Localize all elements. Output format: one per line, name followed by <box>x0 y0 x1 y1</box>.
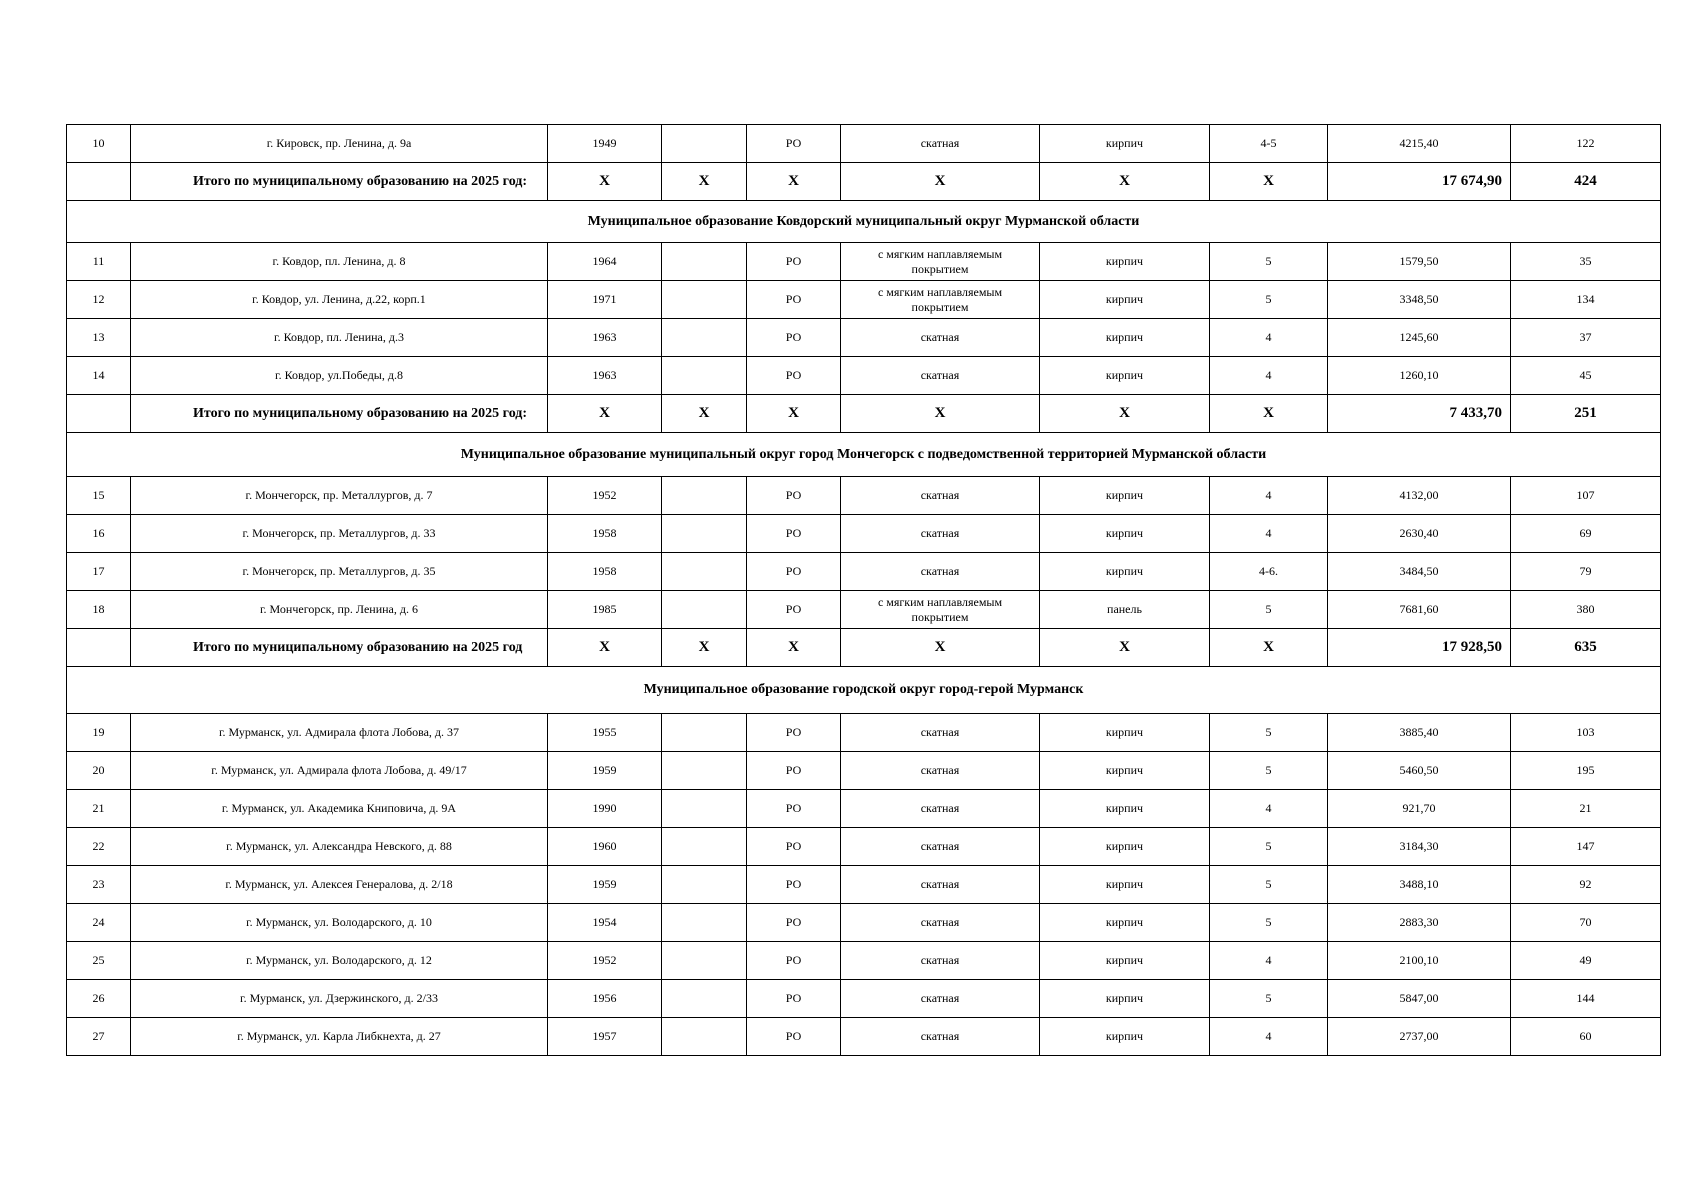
row-number: 14 <box>67 357 131 395</box>
roof-line: скатная <box>920 763 960 777</box>
row-number: 18 <box>67 591 131 629</box>
row-form: РО <box>747 904 841 942</box>
row-roof <box>841 357 1040 395</box>
row-area: 3484,50 <box>1328 553 1511 591</box>
row-area: 3488,10 <box>1328 866 1511 904</box>
row-roof <box>841 752 1040 790</box>
row-apartments: 122 <box>1511 125 1661 163</box>
housing-table <box>66 124 1661 1056</box>
row-year: 1956 <box>548 980 662 1018</box>
row-wall: кирпич <box>1040 281 1210 319</box>
row-floors: 5 <box>1210 281 1328 319</box>
row-floors: 4 <box>1210 477 1328 515</box>
row-number: 10 <box>67 125 131 163</box>
row-col4 <box>662 357 747 395</box>
row-address: г. Мурманск, ул. Адмирала флота Лобова, д. 37 <box>131 714 548 752</box>
row-col4 <box>662 553 747 591</box>
row-form: РО <box>747 281 841 319</box>
row-roof <box>841 904 1040 942</box>
row-address: г. Мончегорск, пр. Металлургов, д. 7 <box>131 477 548 515</box>
row-wall: кирпич <box>1040 1018 1210 1056</box>
row-floors: 5 <box>1210 714 1328 752</box>
total-num-cell <box>67 163 131 201</box>
row-wall: кирпич <box>1040 243 1210 281</box>
row-number: 20 <box>67 752 131 790</box>
row-form: РО <box>747 828 841 866</box>
roof-line: покрытием <box>911 261 969 276</box>
total-area: 17 928,50 <box>1328 629 1511 667</box>
table-row <box>67 904 1661 942</box>
row-floors: 5 <box>1210 752 1328 790</box>
row-number: 26 <box>67 980 131 1018</box>
row-roof <box>841 866 1040 904</box>
row-number: 17 <box>67 553 131 591</box>
row-address: г. Мурманск, ул. Адмирала флота Лобова, д. 49/17 <box>131 752 548 790</box>
row-form: РО <box>747 125 841 163</box>
table-row <box>67 1018 1661 1056</box>
row-form: РО <box>747 752 841 790</box>
row-area: 1245,60 <box>1328 319 1511 357</box>
row-address: г. Мурманск, ул. Алексея Генералова, д. 2/18 <box>131 866 548 904</box>
row-area: 4215,40 <box>1328 125 1511 163</box>
roof-line: скатная <box>920 801 960 815</box>
total-x: X <box>1210 629 1328 667</box>
section-title: Муниципальное образование Ковдорский муниципальный округ Мурманской области <box>67 201 1661 243</box>
total-x: X <box>662 395 747 433</box>
row-col4 <box>662 714 747 752</box>
total-x: X <box>548 629 662 667</box>
row-apartments: 49 <box>1511 942 1661 980</box>
row-area: 1260,10 <box>1328 357 1511 395</box>
row-year: 1985 <box>548 591 662 629</box>
table-row <box>67 125 1661 163</box>
row-apartments: 380 <box>1511 591 1661 629</box>
total-num-cell <box>67 629 131 667</box>
total-apartments: 251 <box>1511 395 1661 433</box>
roof-line: скатная <box>920 1029 960 1043</box>
row-year: 1958 <box>548 553 662 591</box>
row-year: 1990 <box>548 790 662 828</box>
row-address: г. Мончегорск, пр. Металлургов, д. 35 <box>131 553 548 591</box>
row-floors: 4 <box>1210 357 1328 395</box>
row-address: г. Мончегорск, пр. Металлургов, д. 33 <box>131 515 548 553</box>
row-floors: 4 <box>1210 790 1328 828</box>
total-x: X <box>747 395 841 433</box>
roof-line: с мягким наплавляемым <box>877 246 1003 261</box>
row-number: 25 <box>67 942 131 980</box>
row-apartments: 69 <box>1511 515 1661 553</box>
total-x: X <box>747 629 841 667</box>
row-wall: кирпич <box>1040 904 1210 942</box>
row-wall: кирпич <box>1040 980 1210 1018</box>
table-row <box>67 515 1661 553</box>
roof-line: скатная <box>920 725 960 739</box>
row-wall: кирпич <box>1040 942 1210 980</box>
row-number: 12 <box>67 281 131 319</box>
row-form: РО <box>747 553 841 591</box>
section-row <box>67 433 1661 477</box>
row-roof <box>841 714 1040 752</box>
row-col4 <box>662 515 747 553</box>
row-year: 1958 <box>548 515 662 553</box>
table-row <box>67 243 1661 281</box>
row-roof <box>841 1018 1040 1056</box>
row-form: РО <box>747 790 841 828</box>
row-number: 23 <box>67 866 131 904</box>
roof-line: скатная <box>920 915 960 929</box>
row-form: РО <box>747 243 841 281</box>
roof-line: скатная <box>920 953 960 967</box>
section-title: Муниципальное образование городской округ город-герой Мурманск <box>67 667 1661 714</box>
row-col4 <box>662 942 747 980</box>
row-roof <box>841 591 1040 629</box>
row-form: РО <box>747 1018 841 1056</box>
row-number: 27 <box>67 1018 131 1056</box>
total-num-cell <box>67 395 131 433</box>
row-form: РО <box>747 866 841 904</box>
row-col4 <box>662 904 747 942</box>
row-col4 <box>662 980 747 1018</box>
row-floors: 4-6. <box>1210 553 1328 591</box>
row-area: 7681,60 <box>1328 591 1511 629</box>
row-form: РО <box>747 477 841 515</box>
row-address: г. Ковдор, ул.Победы, д.8 <box>131 357 548 395</box>
total-row <box>67 395 1661 433</box>
roof-line: покрытием <box>911 299 969 314</box>
total-x: X <box>841 163 1040 201</box>
row-address: г. Мурманск, ул. Александра Невского, д. 88 <box>131 828 548 866</box>
row-apartments: 103 <box>1511 714 1661 752</box>
row-address: г. Мурманск, ул. Карла Либкнехта, д. 27 <box>131 1018 548 1056</box>
roof-line: скатная <box>920 564 960 578</box>
roof-line: скатная <box>920 136 960 150</box>
row-col4 <box>662 866 747 904</box>
row-area: 2630,40 <box>1328 515 1511 553</box>
row-roof <box>841 281 1040 319</box>
table-row <box>67 281 1661 319</box>
section-title: Муниципальное образование муниципальный округ город Мончегорск с подведомственной территорией Мурманской области <box>67 433 1661 477</box>
row-area: 5460,50 <box>1328 752 1511 790</box>
total-x: X <box>841 629 1040 667</box>
total-apartments: 424 <box>1511 163 1661 201</box>
row-area: 921,70 <box>1328 790 1511 828</box>
row-apartments: 107 <box>1511 477 1661 515</box>
total-area: 17 674,90 <box>1328 163 1511 201</box>
row-area: 3184,30 <box>1328 828 1511 866</box>
row-address: г. Мурманск, ул. Володарского, д. 12 <box>131 942 548 980</box>
row-year: 1952 <box>548 942 662 980</box>
total-x: X <box>662 163 747 201</box>
row-area: 3348,50 <box>1328 281 1511 319</box>
row-col4 <box>662 477 747 515</box>
roof-line: скатная <box>920 877 960 891</box>
row-col4 <box>662 591 747 629</box>
row-address: г. Ковдор, пл. Ленина, д.3 <box>131 319 548 357</box>
section-row <box>67 201 1661 243</box>
table-row <box>67 942 1661 980</box>
total-label: Итого по муниципальному образованию на 2025 год: <box>131 163 548 201</box>
row-number: 19 <box>67 714 131 752</box>
table-row <box>67 319 1661 357</box>
row-wall: кирпич <box>1040 553 1210 591</box>
row-address: г. Ковдор, пл. Ленина, д. 8 <box>131 243 548 281</box>
row-wall: кирпич <box>1040 828 1210 866</box>
row-col4 <box>662 1018 747 1056</box>
row-apartments: 147 <box>1511 828 1661 866</box>
row-floors: 4 <box>1210 1018 1328 1056</box>
row-year: 1971 <box>548 281 662 319</box>
row-apartments: 35 <box>1511 243 1661 281</box>
total-row <box>67 629 1661 667</box>
row-floors: 5 <box>1210 591 1328 629</box>
total-label: Итого по муниципальному образованию на 2025 год: <box>131 395 548 433</box>
section-row <box>67 667 1661 714</box>
roof-line: скатная <box>920 488 960 502</box>
total-x: X <box>1210 395 1328 433</box>
row-apartments: 134 <box>1511 281 1661 319</box>
row-area: 2100,10 <box>1328 942 1511 980</box>
row-roof <box>841 125 1040 163</box>
row-wall: кирпич <box>1040 790 1210 828</box>
row-year: 1963 <box>548 319 662 357</box>
row-apartments: 195 <box>1511 752 1661 790</box>
row-wall: кирпич <box>1040 752 1210 790</box>
table-row <box>67 357 1661 395</box>
roof-line: скатная <box>920 368 960 382</box>
row-year: 1964 <box>548 243 662 281</box>
table-row <box>67 828 1661 866</box>
total-x: X <box>662 629 747 667</box>
row-year: 1959 <box>548 866 662 904</box>
row-apartments: 21 <box>1511 790 1661 828</box>
total-row <box>67 163 1661 201</box>
roof-line: скатная <box>920 839 960 853</box>
row-number: 22 <box>67 828 131 866</box>
row-year: 1949 <box>548 125 662 163</box>
total-apartments: 635 <box>1511 629 1661 667</box>
row-number: 11 <box>67 243 131 281</box>
total-x: X <box>548 163 662 201</box>
row-floors: 4-5 <box>1210 125 1328 163</box>
total-x: X <box>747 163 841 201</box>
roof-line: покрытием <box>911 609 969 624</box>
row-apartments: 60 <box>1511 1018 1661 1056</box>
row-form: РО <box>747 980 841 1018</box>
row-wall: кирпич <box>1040 714 1210 752</box>
row-floors: 4 <box>1210 515 1328 553</box>
total-x: X <box>1040 395 1210 433</box>
row-form: РО <box>747 319 841 357</box>
row-col4 <box>662 752 747 790</box>
row-roof <box>841 790 1040 828</box>
total-x: X <box>841 395 1040 433</box>
total-x: X <box>1210 163 1328 201</box>
row-roof <box>841 553 1040 591</box>
row-form: РО <box>747 591 841 629</box>
row-col4 <box>662 125 747 163</box>
row-wall: кирпич <box>1040 125 1210 163</box>
row-roof <box>841 515 1040 553</box>
row-area: 5847,00 <box>1328 980 1511 1018</box>
row-wall: кирпич <box>1040 319 1210 357</box>
row-wall: кирпич <box>1040 515 1210 553</box>
roof-line: скатная <box>920 330 960 344</box>
row-floors: 5 <box>1210 828 1328 866</box>
row-form: РО <box>747 515 841 553</box>
row-col4 <box>662 243 747 281</box>
table-row <box>67 980 1661 1018</box>
table-row <box>67 553 1661 591</box>
row-wall: кирпич <box>1040 477 1210 515</box>
row-floors: 4 <box>1210 319 1328 357</box>
row-apartments: 70 <box>1511 904 1661 942</box>
row-area: 4132,00 <box>1328 477 1511 515</box>
row-form: РО <box>747 357 841 395</box>
table-row <box>67 866 1661 904</box>
roof-line: с мягким наплавляемым <box>877 284 1003 299</box>
row-year: 1959 <box>548 752 662 790</box>
row-apartments: 37 <box>1511 319 1661 357</box>
row-area: 2737,00 <box>1328 1018 1511 1056</box>
roof-line: с мягким наплавляемым <box>877 594 1003 609</box>
row-roof <box>841 942 1040 980</box>
row-year: 1954 <box>548 904 662 942</box>
row-floors: 4 <box>1210 942 1328 980</box>
row-col4 <box>662 281 747 319</box>
row-roof <box>841 477 1040 515</box>
row-apartments: 144 <box>1511 980 1661 1018</box>
row-number: 24 <box>67 904 131 942</box>
row-wall: кирпич <box>1040 357 1210 395</box>
row-area: 2883,30 <box>1328 904 1511 942</box>
row-floors: 5 <box>1210 980 1328 1018</box>
row-roof <box>841 828 1040 866</box>
table-row <box>67 477 1661 515</box>
row-year: 1957 <box>548 1018 662 1056</box>
row-number: 15 <box>67 477 131 515</box>
row-wall: панель <box>1040 591 1210 629</box>
row-floors: 5 <box>1210 243 1328 281</box>
row-apartments: 79 <box>1511 553 1661 591</box>
roof-line: скатная <box>920 526 960 540</box>
row-area: 1579,50 <box>1328 243 1511 281</box>
row-address: г. Мончегорск, пр. Ленина, д. 6 <box>131 591 548 629</box>
row-col4 <box>662 319 747 357</box>
table-row <box>67 752 1661 790</box>
row-year: 1963 <box>548 357 662 395</box>
row-floors: 5 <box>1210 866 1328 904</box>
table-row <box>67 591 1661 629</box>
row-number: 21 <box>67 790 131 828</box>
row-form: РО <box>747 714 841 752</box>
row-area: 3885,40 <box>1328 714 1511 752</box>
row-col4 <box>662 790 747 828</box>
roof-line: скатная <box>920 991 960 1005</box>
row-col4 <box>662 828 747 866</box>
row-year: 1960 <box>548 828 662 866</box>
row-address: г. Мурманск, ул. Дзержинского, д. 2/33 <box>131 980 548 1018</box>
row-address: г. Мурманск, ул. Академика Книповича, д. 9А <box>131 790 548 828</box>
table-row <box>67 714 1661 752</box>
row-year: 1955 <box>548 714 662 752</box>
row-apartments: 45 <box>1511 357 1661 395</box>
table-body <box>67 125 1661 1056</box>
row-address: г. Ковдор, ул. Ленина, д.22, корп.1 <box>131 281 548 319</box>
row-number: 13 <box>67 319 131 357</box>
total-label: Итого по муниципальному образованию на 2025 год <box>131 629 548 667</box>
row-apartments: 92 <box>1511 866 1661 904</box>
total-x: X <box>548 395 662 433</box>
row-floors: 5 <box>1210 904 1328 942</box>
row-wall: кирпич <box>1040 866 1210 904</box>
total-x: X <box>1040 629 1210 667</box>
row-address: г. Кировск, пр. Ленина, д. 9а <box>131 125 548 163</box>
row-address: г. Мурманск, ул. Володарского, д. 10 <box>131 904 548 942</box>
table-row <box>67 790 1661 828</box>
row-roof <box>841 980 1040 1018</box>
row-form: РО <box>747 942 841 980</box>
row-year: 1952 <box>548 477 662 515</box>
row-roof <box>841 319 1040 357</box>
row-number: 16 <box>67 515 131 553</box>
total-x: X <box>1040 163 1210 201</box>
row-roof <box>841 243 1040 281</box>
total-area: 7 433,70 <box>1328 395 1511 433</box>
